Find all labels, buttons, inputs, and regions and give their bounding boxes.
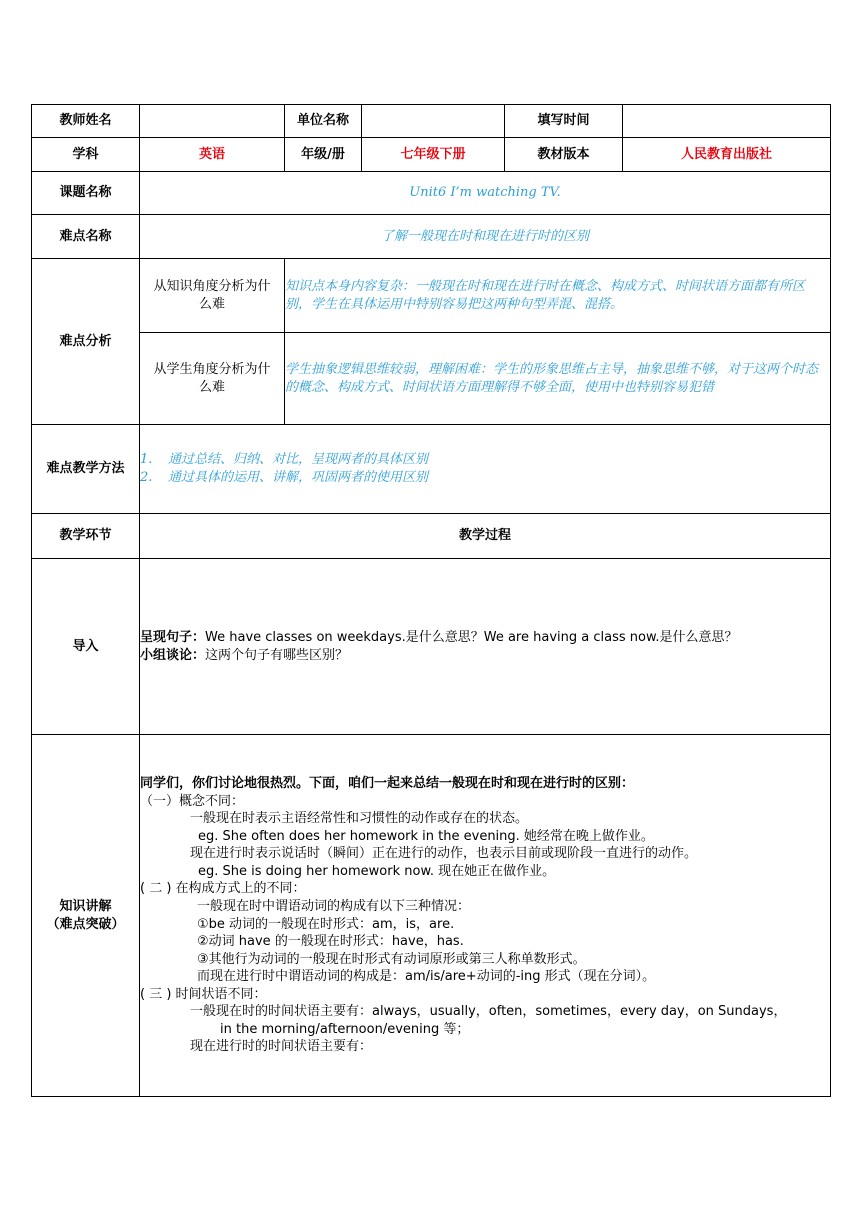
- example-line: eg. She is doing her homework now. 现在她正在做作业。: [198, 863, 556, 879]
- unit-name-label: 单位名称: [285, 105, 362, 138]
- knowledge-angle-label: 从知识角度分析为什么难: [140, 259, 285, 333]
- intro-content: [140, 559, 831, 735]
- teacher-name-label: 教师姓名: [32, 105, 140, 138]
- knowledge-label: 知识讲解 （难点突破）: [32, 735, 140, 1097]
- methods-list: [140, 425, 831, 514]
- example-line: eg. She often does her homework in the evening. 她经常在晚上做作业。: [198, 828, 654, 844]
- student-angle-label: 从学生角度分析为什么难: [140, 333, 285, 425]
- textbook-value: 人民教育出版社: [623, 138, 831, 172]
- subject-label: 学科: [32, 138, 140, 172]
- student-angle-text: 学生抽象逻辑思维较弱，理解困难：学生的形象思维占主导，抽象思维不够，对于这两个时态的概念、构成方式、时间状语方面理解得不够全面，使用中也特别容易犯错: [285, 333, 831, 425]
- adverbial-line: 一般现在时的时间状语主要有：always，usually，often，sometimes，every day，on Sundays，: [190, 1004, 787, 1020]
- topic-label: 课题名称: [32, 172, 140, 215]
- intro-line-2: 小组谈论：这两个句子有哪些区别？: [140, 647, 349, 663]
- concept-line: 现在进行时表示说话时（瞬间）正在进行的动作，也表示目前或现阶段一直进行的动作。: [190, 846, 698, 862]
- methods-label: 难点教学方法: [32, 425, 140, 514]
- subject-value: 英语: [140, 138, 285, 172]
- form-line: ①be 动词的一般现在时形式：am，is，are.: [197, 916, 455, 932]
- intro-line-1: 呈现句子：We have classes on weekdays.是什么意思？We are having a class now.是什么意思？: [140, 629, 738, 645]
- process-header: 教学过程: [140, 514, 831, 559]
- concept-line: 一般现在时表示主语经常性和习惯性的动作或存在的状态。: [190, 811, 529, 827]
- unit-name-value[interactable]: [362, 105, 505, 138]
- section-heading: （一）概念不同：: [140, 793, 245, 809]
- form-line: ③其他行为动词的一般现在时形式有动词原形或第三人称单数形式。: [197, 951, 586, 967]
- form-line: 一般现在时中谓语动词的构成有以下三种情况：: [197, 898, 471, 914]
- difficulty-value: 了解一般现在时和现在进行时的区别: [140, 215, 831, 259]
- difficulty-label: 难点名称: [32, 215, 140, 259]
- topic-value: Unit6 I’m watching TV.: [140, 172, 831, 215]
- fill-date-value[interactable]: [623, 105, 831, 138]
- adverbial-line: in the morning/afternoon/evening 等；: [220, 1021, 470, 1037]
- grade-label: 年级/册: [285, 138, 362, 172]
- textbook-label: 教材版本: [505, 138, 623, 172]
- knowledge-angle-text: 知识点本身内容复杂：一般现在时和现在进行时在概念、构成方式、时间状语方面都有所区别，学生在具体运用中特别容易把这两种句型弄混、混搭。: [285, 259, 831, 333]
- section-heading: ( 二 ) 在构成方式上的不同：: [140, 881, 306, 897]
- analysis-label: 难点分析: [32, 259, 140, 425]
- fill-date-label: 填写时间: [505, 105, 623, 138]
- stage-header: 教学环节: [32, 514, 140, 559]
- teacher-name-value[interactable]: [140, 105, 285, 138]
- grade-value: 七年级下册: [362, 138, 505, 172]
- lesson-plan-table: [31, 104, 831, 1097]
- section-heading: ( 三 ) 时间状语不同：: [140, 986, 267, 1002]
- form-line: ②动词 have 的一般现在时形式：have，has.: [197, 934, 464, 950]
- knowledge-content: [140, 735, 831, 1097]
- method-item: 2. 通过具体的运用、讲解，巩固两者的使用区别: [140, 470, 429, 485]
- method-item: 1. 通过总结、归纳、对比，呈现两者的具体区别: [140, 452, 429, 468]
- intro-label: 导入: [32, 559, 140, 735]
- knowledge-intro-line: 同学们，你们讨论地很热烈。下面，咱们一起来总结一般现在时和现在进行时的区别：: [140, 776, 635, 792]
- form-line: 而现在进行时中谓语动词的构成是：am/is/are+动词的-ing 形式（现在分词）。: [197, 969, 656, 985]
- adverbial-line: 现在进行时的时间状语主要有：: [190, 1039, 373, 1055]
